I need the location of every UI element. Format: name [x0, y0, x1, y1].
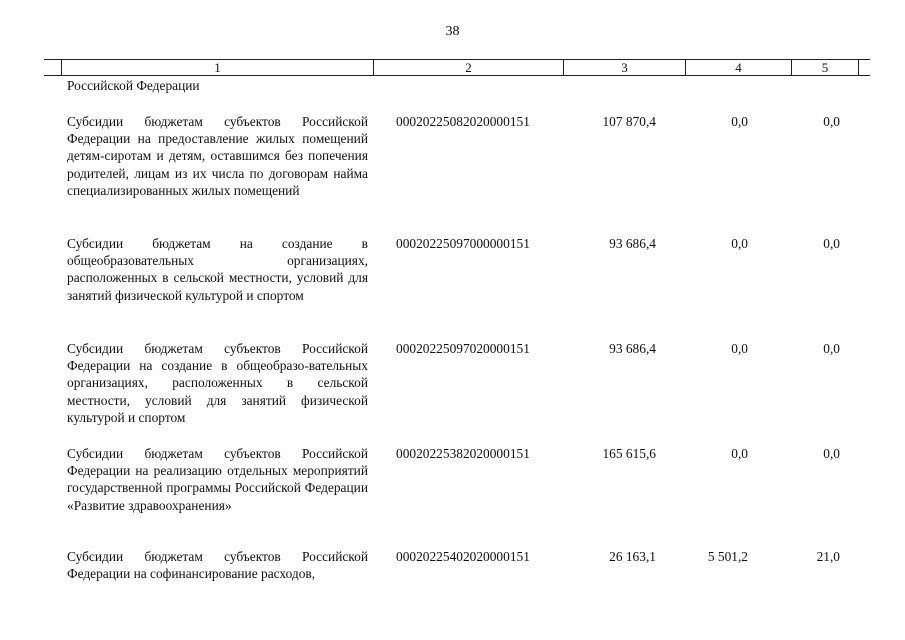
row-col3-value: 165 615,6 [602, 446, 656, 461]
row-description: Субсидии бюджетам субъектов Российской Федерации на софинансирование расходов, [67, 549, 368, 582]
row-col3-value: 93 686,4 [609, 341, 656, 356]
row-col5-value: 0,0 [823, 114, 840, 129]
header-left-margin [44, 59, 61, 75]
row-code: 00020225097020000151 [396, 341, 530, 356]
header-col-3: 3 [563, 59, 685, 75]
table-header-row [44, 59, 870, 76]
row-code: 00020225082020000151 [396, 114, 530, 129]
row-description: Субсидии бюджетам на создание в общеобразовательных организациях, расположенных в сельской местности, условий для занятий физической культурой и спортом [67, 236, 368, 303]
row-col4-value: 5 501,2 [707, 549, 748, 564]
row-col5-value: 0,0 [823, 341, 840, 356]
row-code: 00020225382020000151 [396, 446, 530, 461]
row-col4-value: 0,0 [731, 114, 748, 129]
row-col3-value: 107 870,4 [602, 114, 656, 129]
continuation-text: Российской Федерации [67, 78, 200, 93]
header-col-2: 2 [373, 59, 563, 75]
row-col5-value: 21,0 [816, 549, 840, 564]
row-description: Субсидии бюджетам субъектов Российской Федерации на предоставление жилых помещений детям-сиротам и детям, оставшимся без попечения родителей, лицам из их числа по договорам найма специализированных жилых помещений [67, 114, 368, 198]
row-col3-value: 26 163,1 [609, 549, 656, 564]
row-col4-value: 0,0 [731, 236, 748, 251]
row-col3-value: 93 686,4 [609, 236, 656, 251]
header-col-5: 5 [791, 59, 859, 75]
row-col5-value: 0,0 [823, 236, 840, 251]
header-col-4: 4 [685, 59, 791, 75]
header-col-1: 1 [61, 59, 373, 75]
page-number: 38 [445, 24, 460, 39]
row-description: Субсидии бюджетам субъектов Российской Федерации на реализацию отдельных мероприятий государственной программы Российской Федерации «Развитие здравоохранения» [67, 446, 368, 513]
row-description: Субсидии бюджетам субъектов Российской Федерации на создание в общеобразо-вательных организациях, расположенных в сельской местности, условий для занятий физической культурой и спортом [67, 341, 368, 425]
row-code: 00020225402020000151 [396, 549, 530, 564]
row-col4-value: 0,0 [731, 341, 748, 356]
row-code: 00020225097000000151 [396, 236, 530, 251]
row-col5-value: 0,0 [823, 446, 840, 461]
row-col4-value: 0,0 [731, 446, 748, 461]
